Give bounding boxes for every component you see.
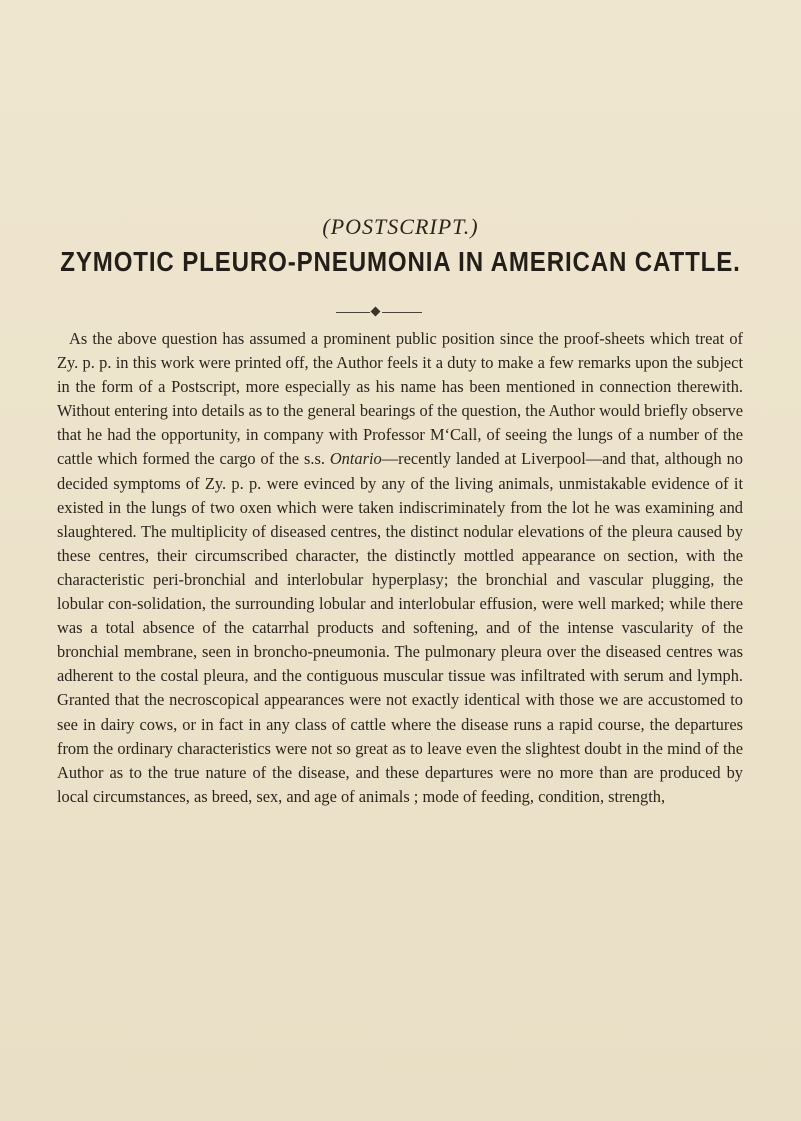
paragraph-text-end: —recently landed at Liverpool—and that, although no decided symptoms of Zy. p. p. were evinced by any of the living animals, unmistakable evidence of it existed in the lungs of two oxen which were taken indiscriminately from the lot he was examining and slaughtered. The multiplicity of diseased centres, the distinct nodular elevations of the pleura caused by these centres, their circumscribed character, the distinctly mottled appearance on section, with the characteristic peri-bronchial and interlobular hyperplasy; the bronchial and vascular plugging, the lobular con-solidation, the surrounding lobular and interlobular effusion, were well marked; while there was a total absence of the catarrhal products and softening, and of the intense vascularity of the bronchial membrane, seen in broncho-pneumonia. The pulmonary pleura over the diseased centres was adherent to the costal pleura, and the contiguous muscular tissue was infiltrated with serum and lymph. Granted that the necroscopical appearances were not exactly identical with those we are accustomed to see in dairy cows, or in fact in any class of cattle where the disease runs a rapid course, the departures from the ordinary characteristics were not so great as to leave even the slightest doubt in the mind of the Author as to the true nature of the disease, and these departures were no more than are produced by local circumstances, as breed, sex, and age of animals ; mode of feeding, condition, strength, [57, 449, 743, 806]
diamond-icon [371, 307, 381, 317]
ship-name: Ontario [329, 449, 382, 469]
divider-line-left [336, 312, 370, 313]
divider-line-right [382, 312, 422, 313]
section-title: ZYMOTIC PLEURO-PNEUMONIA IN AMERICAN CATTLE. [60, 246, 741, 277]
section-subtitle: (POSTSCRIPT.) [322, 214, 479, 239]
paragraph-text-start: As the above question has assumed a prominent public position since the proof-sheets which treat of Zy. p. p. in this work were printed off, the Author feels it a duty to make a few remarks upon the subject in the form of a Postscript, more especially as his name has been mentioned in connection therewith. Without entering into details as to the general bearings of the question, the Author would briefly observe that he had the opportunity, in company with Professor M‘Call, of seeing the lungs of a number of the cattle which formed the cargo of the s.s. [57, 329, 743, 469]
body-paragraph [57, 327, 743, 809]
ornament-divider [336, 306, 422, 318]
